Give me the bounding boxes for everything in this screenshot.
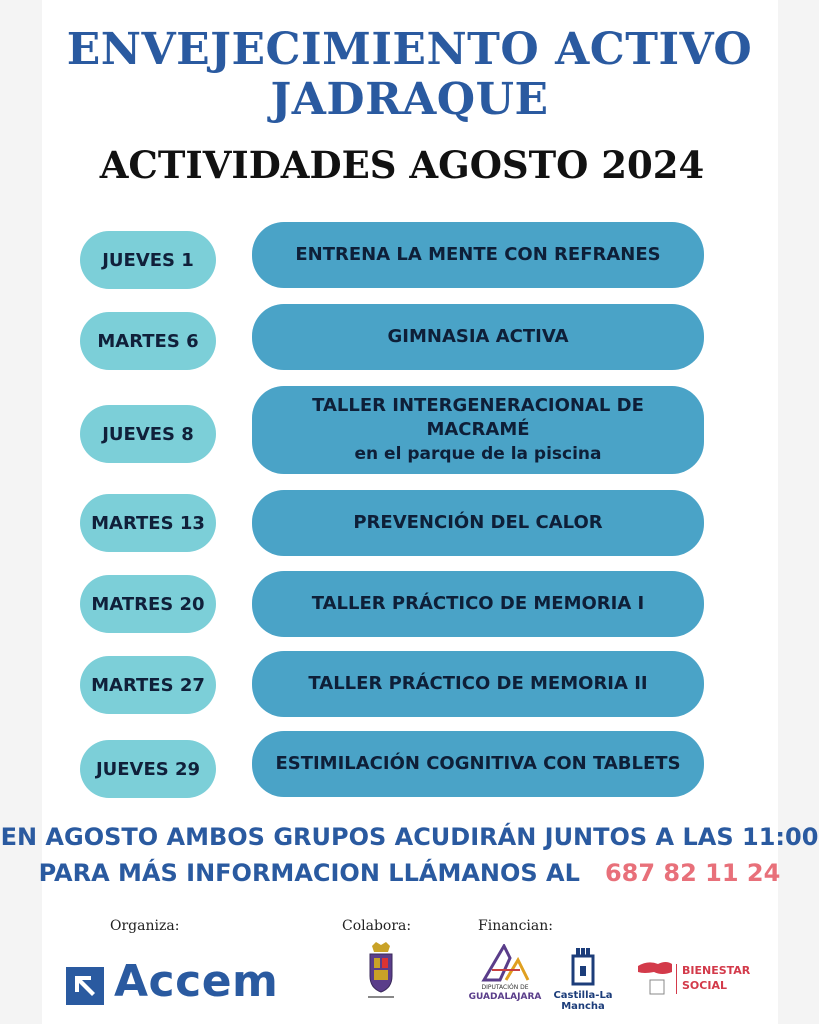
activity-title: TALLER PRÁCTICO DE MEMORIA I — [311, 593, 645, 614]
bienestar-line2: SOCIAL — [682, 979, 727, 992]
castilla-emblem-icon — [538, 946, 628, 986]
phone-number[interactable]: 687 82 11 24 — [604, 859, 781, 887]
bienestar-line1: BIENESTAR — [682, 964, 751, 977]
activity-pill — [252, 731, 704, 797]
activity-pill — [252, 490, 704, 556]
date-pill: MARTES 27 — [80, 656, 216, 714]
activity-pill — [252, 304, 704, 370]
castilla-text: Castilla-La Mancha — [553, 990, 613, 1012]
activity-pill — [252, 571, 704, 637]
diputacion-line2: GUADALAJARA — [468, 992, 542, 1002]
diputacion-emblem-icon — [470, 944, 540, 982]
accem-logo-icon — [66, 967, 104, 1005]
bienestar-divider — [676, 964, 677, 994]
info-line-schedule: EN AGOSTO AMBOS GRUPOS ACUDIRÁN JUNTOS A LAS 11:00 — [0, 823, 819, 851]
activity-title: GIMNASIA ACTIVA — [387, 326, 569, 347]
date-pill: JUEVES 29 — [80, 740, 216, 798]
page-subtitle: ACTIVIDADES AGOSTO 2024 — [99, 143, 705, 187]
contact-text: PARA MÁS INFORMACION LLÁMANOS AL — [38, 859, 580, 887]
activity-title: ENTRENA LA MENTE CON REFRANES — [295, 244, 661, 265]
organiza-label: Organiza: — [110, 918, 180, 934]
date-pill: MARTES 13 — [80, 494, 216, 552]
colabora-label: Colabora: — [342, 918, 412, 934]
date-pill: JUEVES 1 — [80, 231, 216, 289]
info-line-contact — [0, 856, 819, 890]
date-pill: JUEVES 8 — [80, 405, 216, 463]
activity-pill — [252, 651, 704, 717]
bienestar-social-logo — [636, 958, 751, 1004]
activity-title: ESTIMILACIÓN COGNITIVA CON TABLETS — [275, 753, 681, 774]
bienestar-emblem-icon — [636, 958, 678, 998]
activity-location-note: en el parque de la piscina — [354, 444, 602, 464]
accem-logo-text: Accem — [114, 956, 279, 1007]
page-title-line1: ENVEJECIMIENTO ACTIVO — [66, 24, 753, 75]
activity-pill — [252, 222, 704, 288]
coat-of-arms-icon — [366, 942, 396, 1002]
diputacion-logo — [470, 944, 540, 1004]
financian-label: Financian: — [478, 918, 553, 934]
activity-title: PREVENCIÓN DEL CALOR — [353, 512, 603, 533]
date-pill: MARTES 6 — [80, 312, 216, 370]
activity-title: TALLER PRÁCTICO DE MEMORIA II — [308, 673, 648, 694]
page-title-line2: JADRAQUE — [270, 74, 549, 125]
date-pill: MATRES 20 — [80, 575, 216, 633]
castilla-la-mancha-logo — [538, 946, 628, 1012]
activity-title: MACRAMÉ — [426, 419, 530, 440]
diputacion-line1: DIPUTACIÓN DE — [481, 984, 529, 991]
activity-pill — [252, 386, 704, 474]
activity-title: TALLER INTERGENERACIONAL DE — [312, 395, 644, 416]
